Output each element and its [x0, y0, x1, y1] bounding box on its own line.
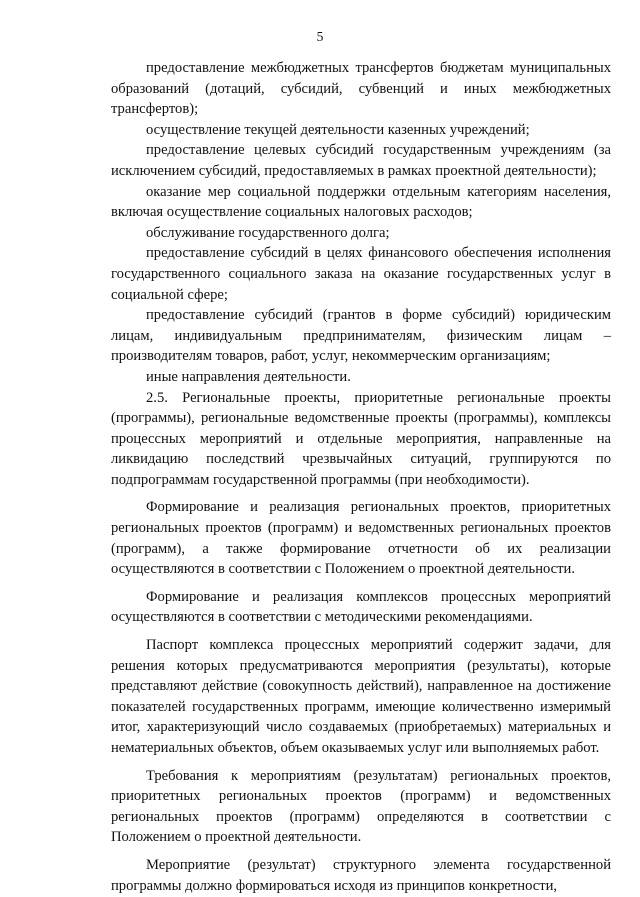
paragraph: предоставление субсидий (грантов в форме субсидий) юридическим лицам, индивидуальным предпринимателям, физическим лицам – производителям товаров, работ, услуг, некоммерческим организациям;: [111, 307, 611, 365]
paragraph: Паспорт комплекса процессных мероприятий содержит задачи, для решения которых предусматриваются мероприятия (результаты), которые представляют действие (совокупность действий), направленное на достижение показателей государственных программ, имеющие количественно измеримый итог, характеризующий число создаваемых (приобретаемых) материальных и нематериальных объектов, объем оказываемых услуг или выполняемых работ.: [111, 637, 611, 756]
paragraph: 2.5. Региональные проекты, приоритетные региональные проекты (программы), региональные ведомственные проекты (программы), комплексы процессных мероприятий и отдельные мероприятия, направленные на ликвидацию последствий чрезвычайных ситуаций, группируются по подпрограммам государственной программы (при необходимости).: [111, 389, 611, 488]
paragraph: обслуживание государственного долга;: [146, 224, 390, 241]
paragraph: Формирование и реализация комплексов процессных мероприятий осуществляются в соответствии с методическими рекомендациями.: [111, 588, 611, 626]
paragraph: Мероприятие (результат) структурного элемента государственной программы должно формироваться исходя из принципов конкретности,: [111, 856, 611, 894]
page-number: 5: [316, 29, 324, 44]
paragraph: иные направления деятельности.: [146, 368, 351, 385]
paragraph: Формирование и реализация региональных проектов, приоритетных региональных проектов (программ) и ведомственных региональных проектов (программ), а также формирование отчетности об их реализации осуществляются в соответствии с Положением о проектной деятельности.: [111, 499, 611, 578]
paragraph: Требования к мероприятиям (результатам) региональных проектов, приоритетных региональных проектов (программ) и ведомственных региональных проектов (программ) определяются в соответствии с Положением о проектной деятельности.: [111, 767, 611, 846]
paragraph: осуществление текущей деятельности казенных учреждений;: [146, 121, 530, 138]
paragraph: предоставление межбюджетных трансфертов бюджетам муниципальных образований (дотаций, субсидий, субвенций и иных межбюджетных трансфертов);: [111, 60, 611, 118]
page-body: [111, 58, 611, 896]
paragraph: предоставление субсидий в целях финансового обеспечения исполнения государственного социального заказа на оказание государственных услуг в социальной сфере;: [111, 245, 611, 303]
paragraph: предоставление целевых субсидий государственным учреждениям (за исключением субсидий, предоставляемых в рамках проектной деятельности);: [111, 142, 611, 179]
paragraph: оказание мер социальной поддержки отдельным категориям населения, включая осуществление социальных налоговых расходов;: [111, 183, 611, 221]
